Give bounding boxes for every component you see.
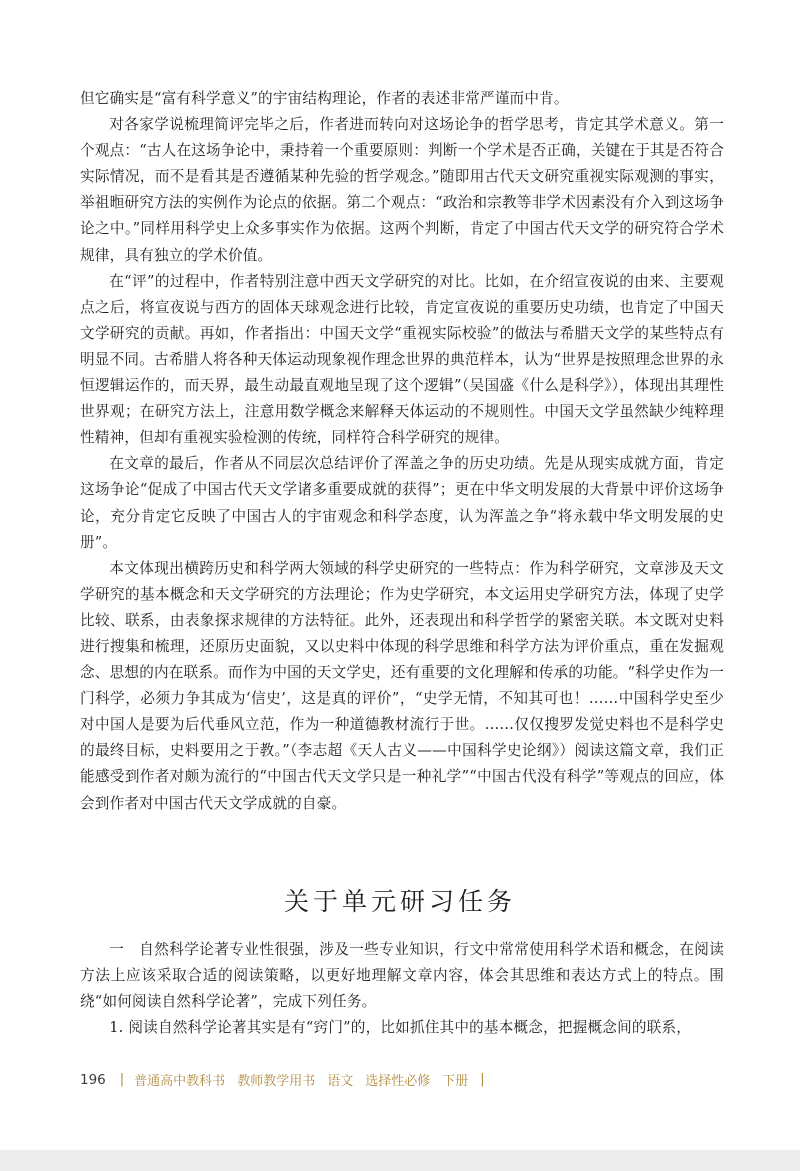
footer-part: 下册 [442,1074,469,1089]
footer-volume: 选择性必修 [365,1074,431,1089]
paragraph: 对各家学说梳理简评完毕之后，作者进而转向对这场论争的哲学思考，肯定其学术意义。第一个观点：“古人在这场争论中，秉持着一个重要原则：判断一个学术是否正确，关键在于其是否符合实际情况，而不是看其是否遵循某种先验的哲学观念。”随即用古代天文研究重视实际观测的事实，举祖暅研究方法的实例作为论点的依据。第二个观点：“政治和宗教等非学术因素没有介入到这场争论之中。”同样用科学史上众多事实作为依据。这两个判断，肯定了中国古代天文学的研究符合学术规律，具有独立的学术价值。 [80,116,724,264]
paragraph: 在文章的最后，作者从不同层次总结评价了浑盖之争的历史功绩。先是从现实成就方面，肯定这场争论“促成了中国古代天文学诸多重要成就的获得”；更在中华文明发展的大背景中评价这场争论，充分肯定它反映了中国古人的宇宙观念和科学态度，认为浑盖之争“将永载中华文明发展的史册”。 [80,455,724,551]
body-text [80,86,724,817]
footer-divider: | [119,1072,125,1087]
page-bottom-edge [0,1150,800,1171]
section-title: 关于单元研习任务 [283,887,516,916]
section-body [80,937,724,1041]
footer-book-type: 教师教学用书 [237,1074,316,1089]
footer-subject: 语文 [327,1074,354,1089]
paragraph: 一 自然科学论著专业性很强，涉及一些专业知识，行文中常常使用科学术语和概念，在阅读方法上应该采取合适的阅读策略，以更好地理解文章内容，体会其思维和表达方式上的特点。围绕“如何阅读自然科学论著”，完成下列任务。 [80,941,724,1011]
paragraph: 本文体现出横跨历史和科学两大领域的科学史研究的一些特点：作为科学研究，文章涉及天文学研究的基本概念和天文学研究的方法理论；作为史学研究，本文运用史学研究方法，体现了史学比较、联系，由表象探求规律的方法特征。此外，还表现出和科学哲学的紧密关联。本文既对史料进行搜集和梳理，还原历史面貌，又以史料中体现的科学思维和科学方法为评价重点，重在发掘观念、思想的内在联系。而作为中国的天文学史，还有重要的文化理解和传承的功能。“科学史作为一门科学，必须力争其成为‘信史’，这是真的评价”，“史学无情，不知其可也！……中国科学史至少对中国人是要为后代垂风立范，作为一种道德教材流行于世。……仅仅搜罗发觉史料也不是科学史的最终目标，史料要用之于教。”（李志超《天人古义——中国科学史论纲》）阅读这篇文章，我们正能感受到作者对颇为流行的“中国古代天文学只是一种礼学”“中国古代没有科学”等观点的回应，体会到作者对中国古代天文学成就的自豪。 [80,559,724,812]
page-number: 196 [80,1071,106,1088]
footer-book-series: 普通高中教科书 [134,1074,226,1089]
paragraph: 在“评”的过程中，作者特别注意中西天文学研究的对比。比如，在介绍宣夜说的由来、主要观点之后，将宣夜说与西方的固体天球观念进行比较，肯定宣夜说的重要历史功绩，也肯定了中国天文学研究的贡献。再如，作者指出：中国天文学“重视实际校验”的做法与希腊天文学的某些特点有明显不同。古希腊人将各种天体运动现象视作理念世界的典范样本，认为“世界是按照理念世界的永恒逻辑运作的，而天界，最生动最直观地呈现了这个逻辑”（吴国盛《什么是科学》），体现出其理性世界观；在研究方法上，注意用数学概念来解释天体运动的不规则性。中国天文学虽然缺少纯粹理性精神，但却有重视实验检测的传统，同样符合科学研究的规律。 [80,272,724,447]
paragraph: 1. 阅读自然科学论著其实是有“窍门”的，比如抓住其中的基本概念，把握概念间的联系， [109,1019,692,1037]
page-footer [80,1070,495,1089]
footer-divider: | [480,1072,485,1087]
paragraph: 但它确实是“富有科学意义”的宇宙结构理论，作者的表述非常严谨而中肯。 [80,90,569,107]
